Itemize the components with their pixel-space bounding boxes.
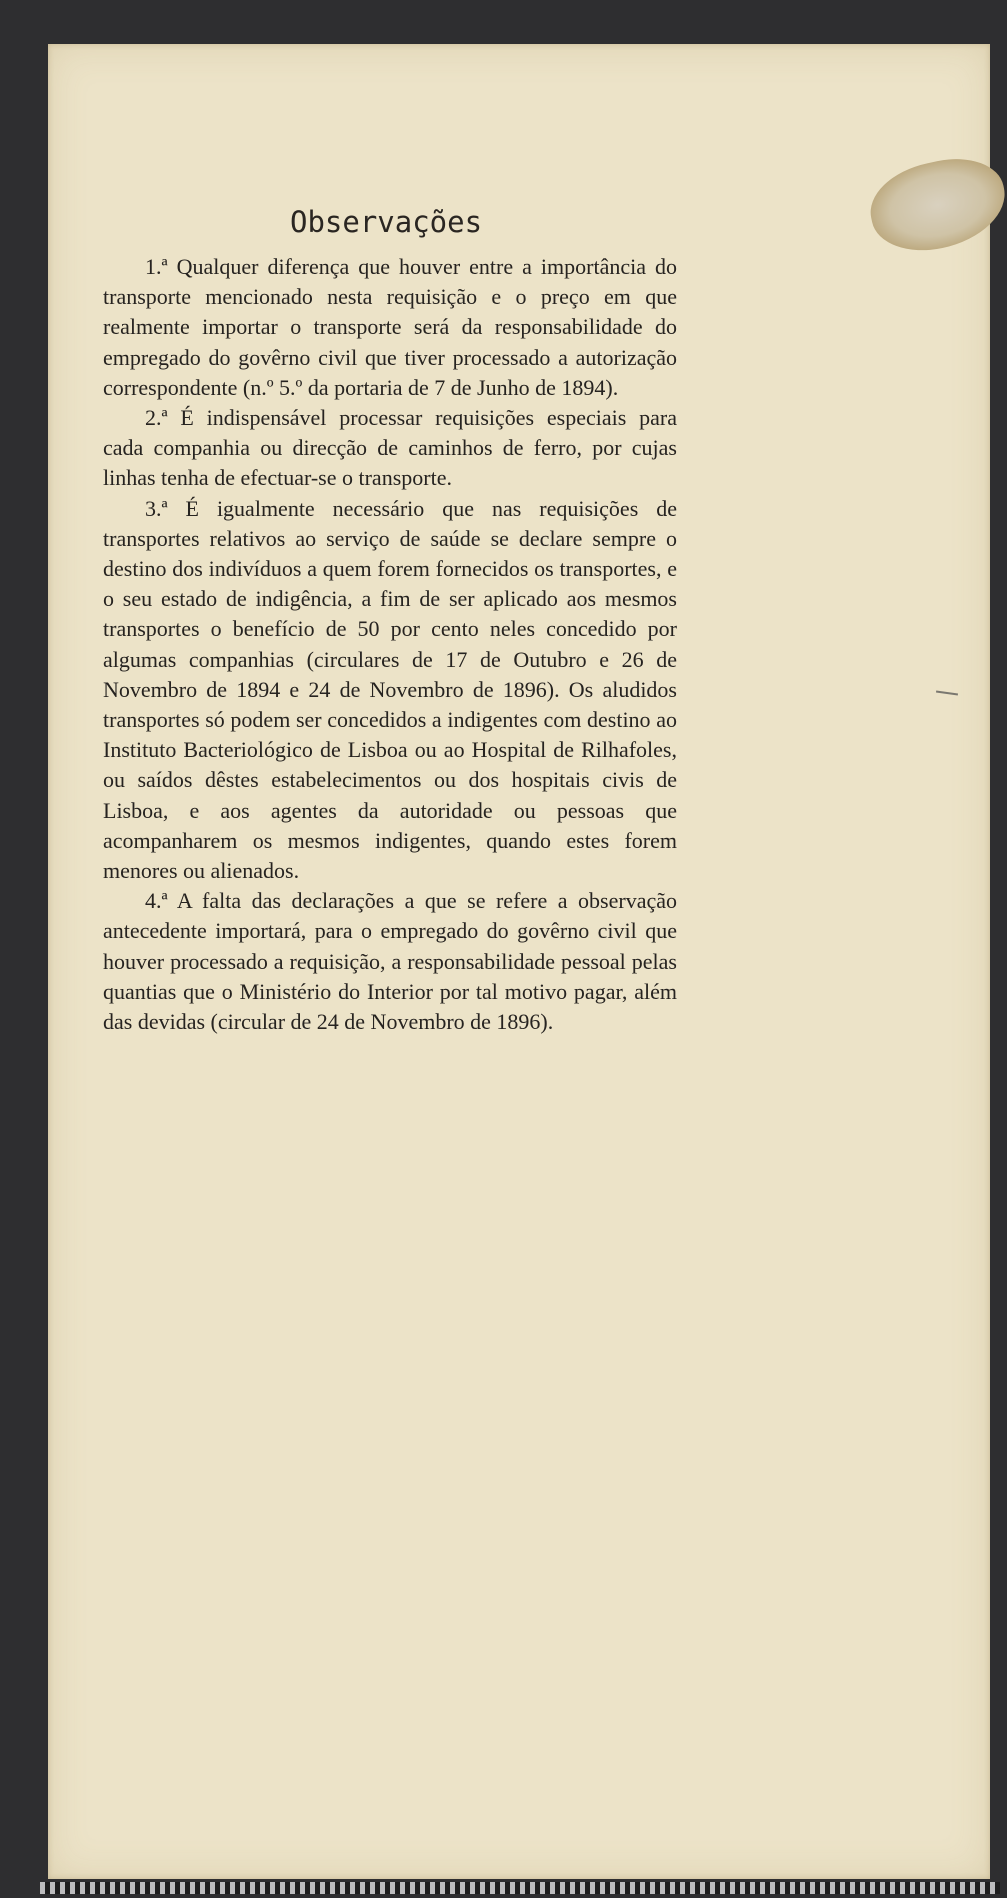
pencil-mark bbox=[936, 690, 958, 695]
page-title: Observações bbox=[290, 205, 483, 239]
observation-3: 3.ª É igualmente necessário que nas requisições de transportes relativos ao serviço de saúde se declare sempre o destino dos indivíduos a quem forem fornecidos os transportes, e o seu estado de indigência, a fim de ser aplicado aos mesmos transportes o benefício de 50 por cento neles concedido por algumas companhias (circulares de 17 de Outubro e 26 de Novembro de 1894 e 24 de Novembro de 1896). Os aludidos transportes só podem ser concedidos a indigentes com destino ao Instituto Bacteriológico de Lisboa ou ao Hospital de Rilhafoles, ou saídos dêstes estabelecimentos ou dos hospitais civis de Lisboa, e aos agentes da autoridade ou pessoas que acompanharem os mesmos indigentes, quando estes forem menores ou alienados. bbox=[103, 495, 677, 884]
scale-ruler bbox=[40, 1882, 1000, 1894]
observation-2: 2.ª É indispensável processar requisições especiais para cada companhia ou direcção de caminhos de ferro, por cujas linhas tenha de efectuar-se o transporte. bbox=[103, 405, 677, 491]
paper-stain bbox=[863, 149, 1007, 261]
observation-1: 1.ª Qualquer diferença que houver entre a importância do transporte mencionado nesta requisição e o preço em que realmente importar o transporte será da responsabilidade do empregado do govêrno civil que tiver processado a autorização correspondente (n.º 5.º da portaria de 7 de Junho de 1894). bbox=[103, 254, 677, 400]
observations-text bbox=[103, 252, 677, 1037]
observation-4: 4.ª A falta das declarações a que se refere a observação antecedente importará, para o empregado do govêrno civil que houver processado a requisição, a responsabilidade pessoal pelas quantias que o Ministério do Interior por tal motivo pagar, além das devidas (circular de 24 de Novembro de 1896). bbox=[103, 888, 677, 1035]
